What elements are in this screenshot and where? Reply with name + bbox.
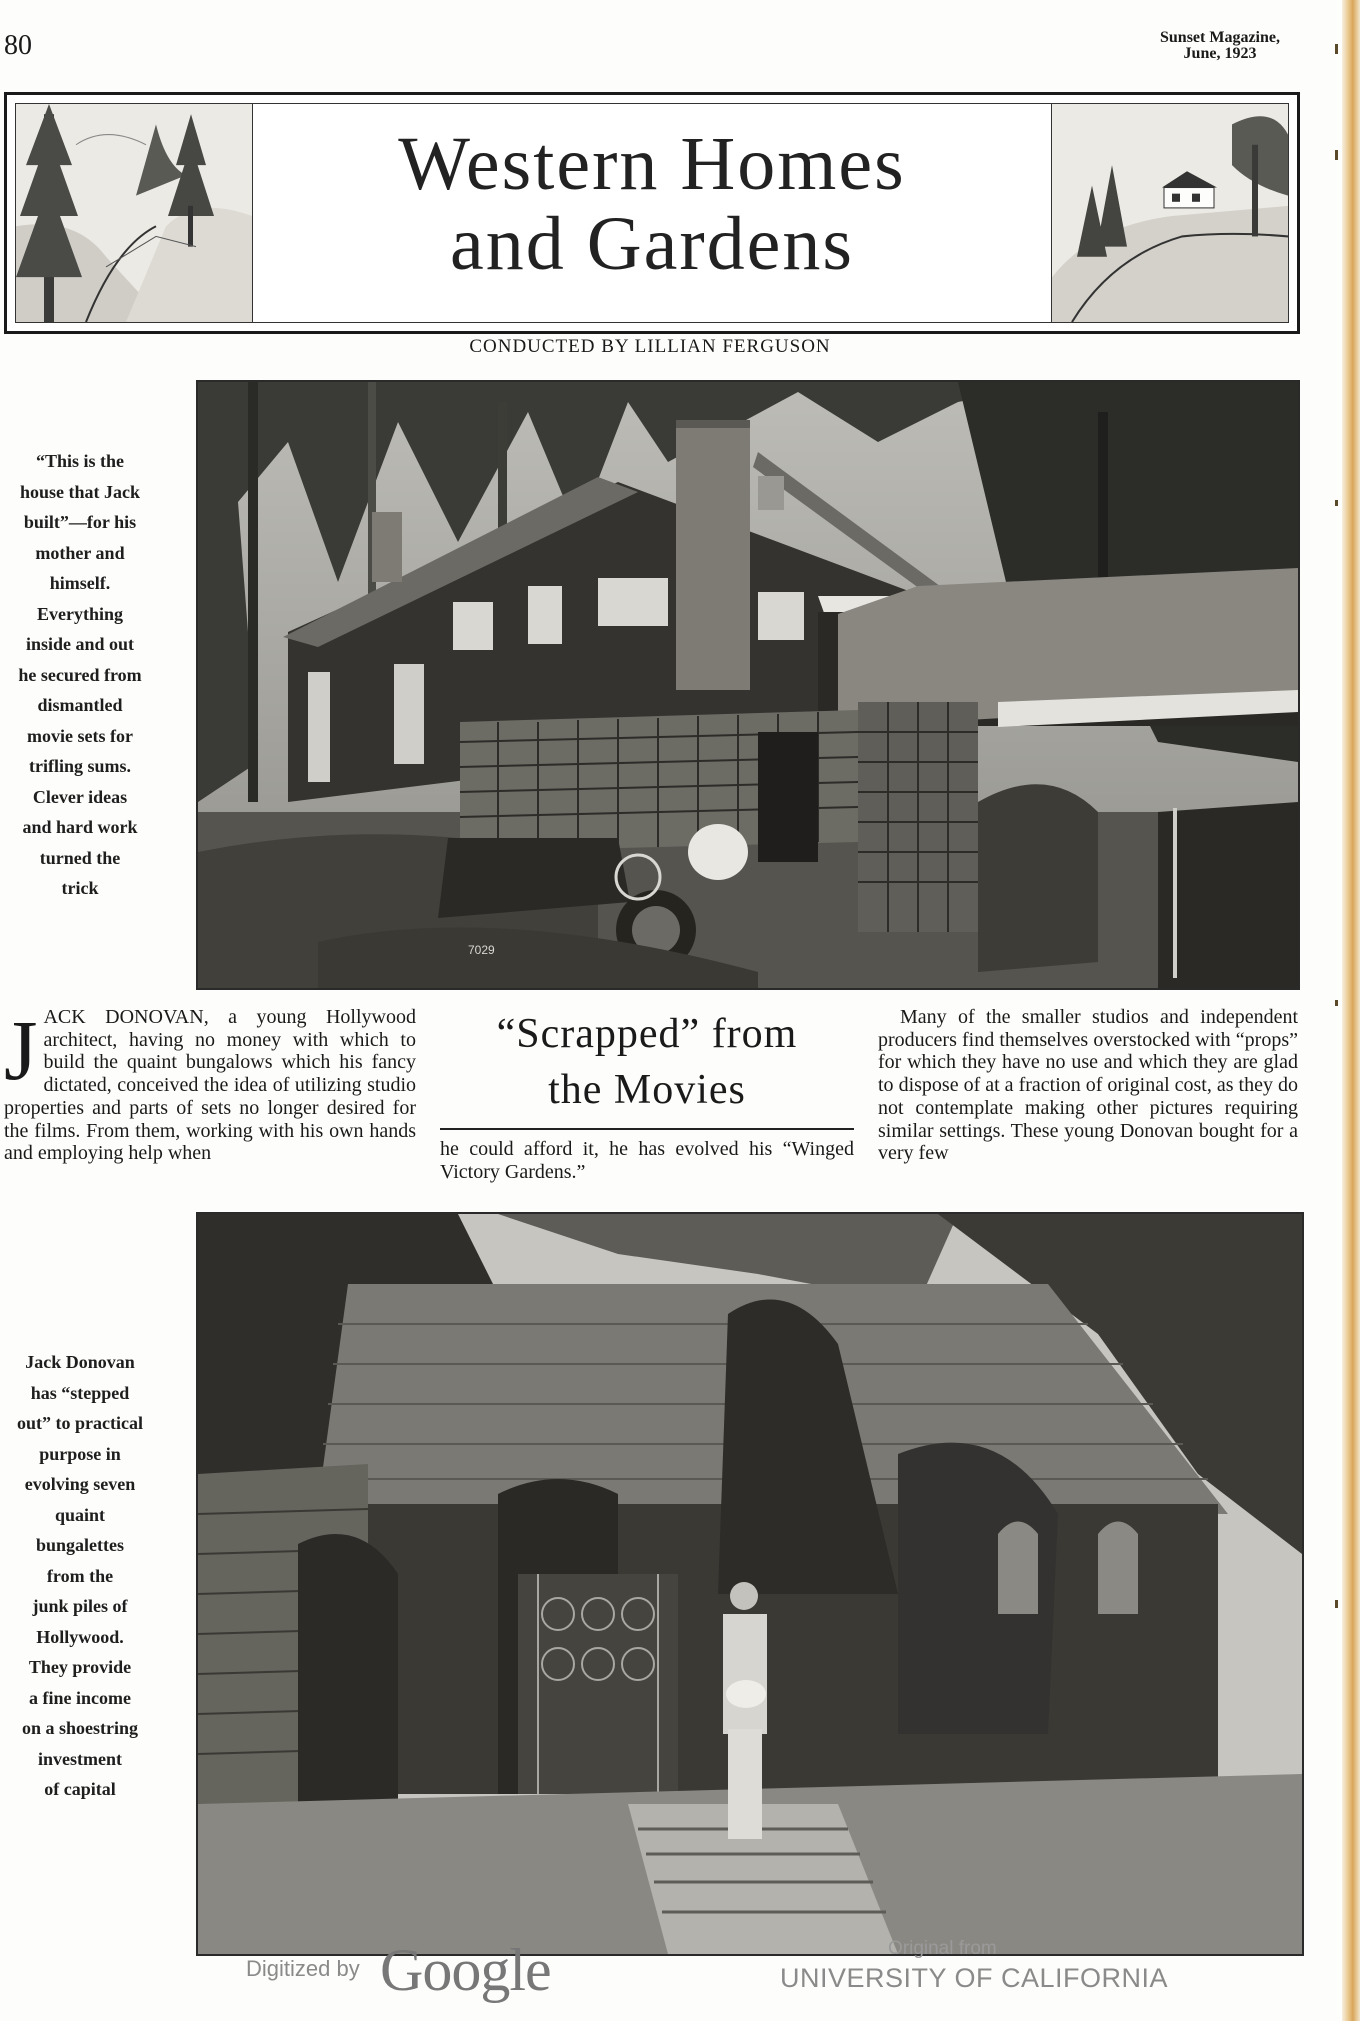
edge-mark [1335,150,1338,160]
bungalow-photo [196,380,1300,990]
photo-caption-top [2,446,158,904]
original-from-label: Original from [888,1938,997,1959]
caption-line: They provide [28,1657,132,1677]
photo-caption-bottom [2,1347,158,1805]
drop-cap: J [4,1002,38,1098]
section-banner [4,92,1300,334]
edge-mark [1335,1600,1338,1608]
article-text: ACK DONOVAN, a young Hollywood architect, having no money with which to build the quaint bungalows which his fancy dictated, conceived the idea of utilizing studio properties and parts of sets no longer desired for the films. From them, working with his own hands and employing help when [4,1006,416,1165]
page-edge-strip [1342,0,1360,2021]
hillside-cottage-vignette-illustration [1051,104,1288,322]
caption-line: purpose in [39,1443,121,1464]
page-number: 80 [4,30,32,61]
article-headline [440,1006,854,1130]
digitized-by-label: Digitized by [246,1956,360,1981]
section-title-line: Western Homes [398,122,906,206]
forest-vignette-illustration [16,104,253,322]
caption-line: bungalettes [35,1535,124,1555]
edge-mark [1335,500,1338,506]
article-text: he could afford it, he has evolved his “Winged Victory Gardens.” [440,1138,854,1183]
caption-line: of capital [44,1779,116,1799]
caption-line: dismantled [37,695,123,715]
caption-line: trick [61,878,99,898]
article-column-3 [878,1006,1298,1165]
caption-line: on a shoestring [21,1718,138,1738]
caption-line: Jack Donovan [25,1352,135,1372]
caption-line: from the [46,1565,114,1586]
caption-line: house that Jack [19,481,140,502]
edge-mark [1335,44,1338,54]
caption-line: a fine income [29,1687,131,1708]
section-title [256,124,1048,284]
google-logo: Google [380,1937,551,2003]
caption-line: and hard work [22,817,138,837]
caption-line: himself. [49,573,111,593]
caption-line: has “stepped [30,1382,130,1403]
issue-info [1120,30,1320,62]
section-title-line: and Gardens [450,202,854,286]
caption-line: movie sets for [27,725,133,746]
university-label: UNIVERSITY OF CALIFORNIA [780,1963,1169,1993]
caption-line: turned the [39,847,121,868]
article-text: Many of the smaller studios and independent producers find themselves overstocked with “props” for which they have no use and which they are glad to dispose of at a fraction of original cost, as they do not contemplate making other pictures requiring similar settings. These young Donovan bought for a very few [878,1006,1298,1165]
caption-line: Hollywood. [36,1626,124,1647]
caption-line: he secured from [18,664,142,685]
caption-line: mother and [35,542,125,563]
edge-mark [1335,1000,1338,1006]
caption-line: quaint [54,1504,106,1525]
headline-line: “Scrapped” from [496,1011,798,1057]
byline: CONDUCTED BY LILLIAN FERGUSON [469,336,831,357]
caption-line: trifling sums. [28,756,131,776]
caption-line: junk piles of [32,1596,128,1616]
banner-frame [15,103,1289,323]
caption-line: Clever ideas [32,786,128,807]
caption-line: inside and out [25,634,135,654]
caption-line: built”—for his [23,512,137,532]
issue-title: Sunset Magazine, [1160,29,1280,46]
article-column-1 [4,1002,416,1165]
caption-line: “This is the [35,451,125,471]
caption-line: out” to practical [17,1413,143,1433]
bungalette-gate-photo [196,1212,1304,1956]
caption-line: investment [38,1748,122,1769]
article-column-2 [440,1006,854,1183]
caption-line: evolving seven [24,1474,136,1494]
issue-date: June, 1923 [1183,45,1257,62]
caption-line: Everything [36,603,123,624]
license-plate-number: 7029 [468,943,495,957]
headline-line: the Movies [548,1067,746,1113]
